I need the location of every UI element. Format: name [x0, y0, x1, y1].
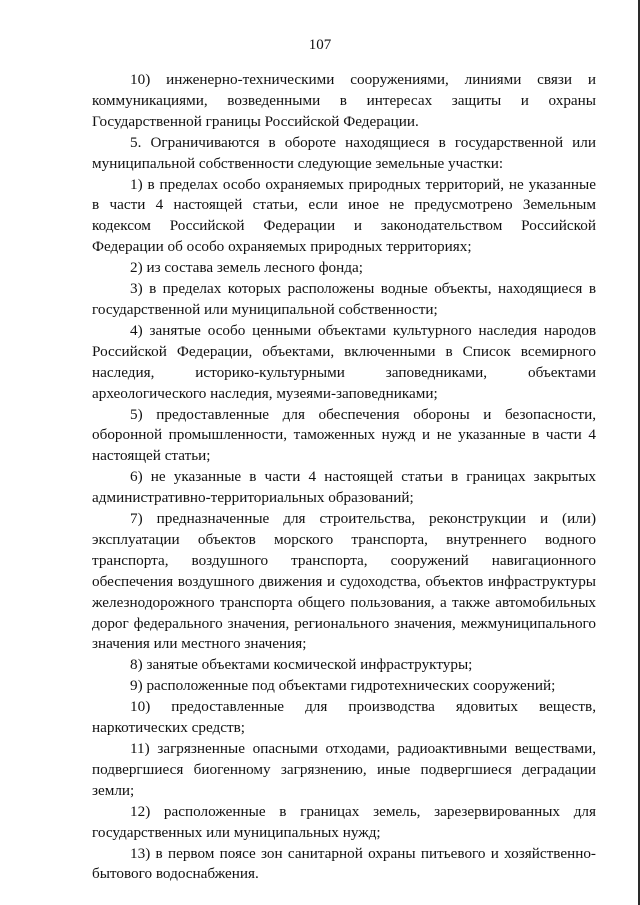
- paragraph-item-10-border-structures: 10) инженерно-техническими сооружениями, линиями связи и коммуникациями, возведенными в интересах защиты и охраны Государственной границы Российской Федерации.: [92, 71, 596, 130]
- paragraph-item-2: 2) из состава земель лесного фонда;: [130, 259, 363, 277]
- paragraph-item-10: 10) предоставленные для производства ядовитых веществ, наркотических средств;: [92, 698, 596, 737]
- paragraph-item-13: 13) в первом поясе зон санитарной охраны питьевого и хозяйственно-бытового водоснабжения.: [92, 844, 596, 883]
- paragraph-item-3: 3) в пределах которых расположены водные объекты, находящиеся в государственной или муниципальной собственности;: [92, 280, 596, 318]
- paragraph-item-11: 11) загрязненные опасными отходами, радиоактивными веществами, подвергшиеся биогенному загрязнению, иные подвергшиеся деградации земли;: [92, 740, 596, 799]
- paragraph-part-5-intro: 5. Ограничиваются в обороте находящиеся в государственной или муниципальной собственности следующие земельные участки:: [92, 133, 596, 172]
- page-number: 107: [308, 37, 332, 53]
- paragraph-item-5: 5) предоставленные для обеспечения обороны и безопасности, оборонной промышленности, таможенных нужд и не указанные в части 4 настоящей статьи;: [92, 405, 596, 465]
- paragraph-item-9: 9) расположенные под объектами гидротехнических сооружений;: [130, 677, 556, 695]
- paragraph-item-7: 7) предназначенные для строительства, реконструкции и (или) эксплуатации объектов морского транспорта, внутреннего водного транспорта, воздушного транспорта, сооружений навигационного обеспечения воздушного движения и судоходства, объектов инфраструктуры железнодорожного транспорта общего пользования, а также автомобильных дорог федерального значения, регионального значения, межмуниципального значения или местного значения;: [92, 510, 596, 653]
- paragraph-item-1: 1) в пределах особо охраняемых природных территорий, не указанные в части 4 настоящей статьи, если иное не предусмотрено Земельным кодексом Российской Федерации и законодательством Российской Федерации об особо охраняемых природных территориях;: [92, 175, 596, 256]
- paragraph-item-8: 8) занятые объектами космической инфраструктуры;: [130, 656, 473, 674]
- paragraph-item-6: 6) не указанные в части 4 настоящей статьи в границах закрытых административно-территориальных образований;: [92, 468, 596, 507]
- paragraph-item-4: 4) занятые особо ценными объектами культурного наследия народов Российской Федерации, объектами, включенными в Список всемирного наследия, историко-культурными заповедниками, объектами археологического наследия, музеями-заповедниками;: [92, 321, 596, 402]
- document-body: [92, 70, 596, 885]
- paragraph-item-12: 12) расположенные в границах земель, зарезервированных для государственных или муниципальных нужд;: [92, 802, 596, 841]
